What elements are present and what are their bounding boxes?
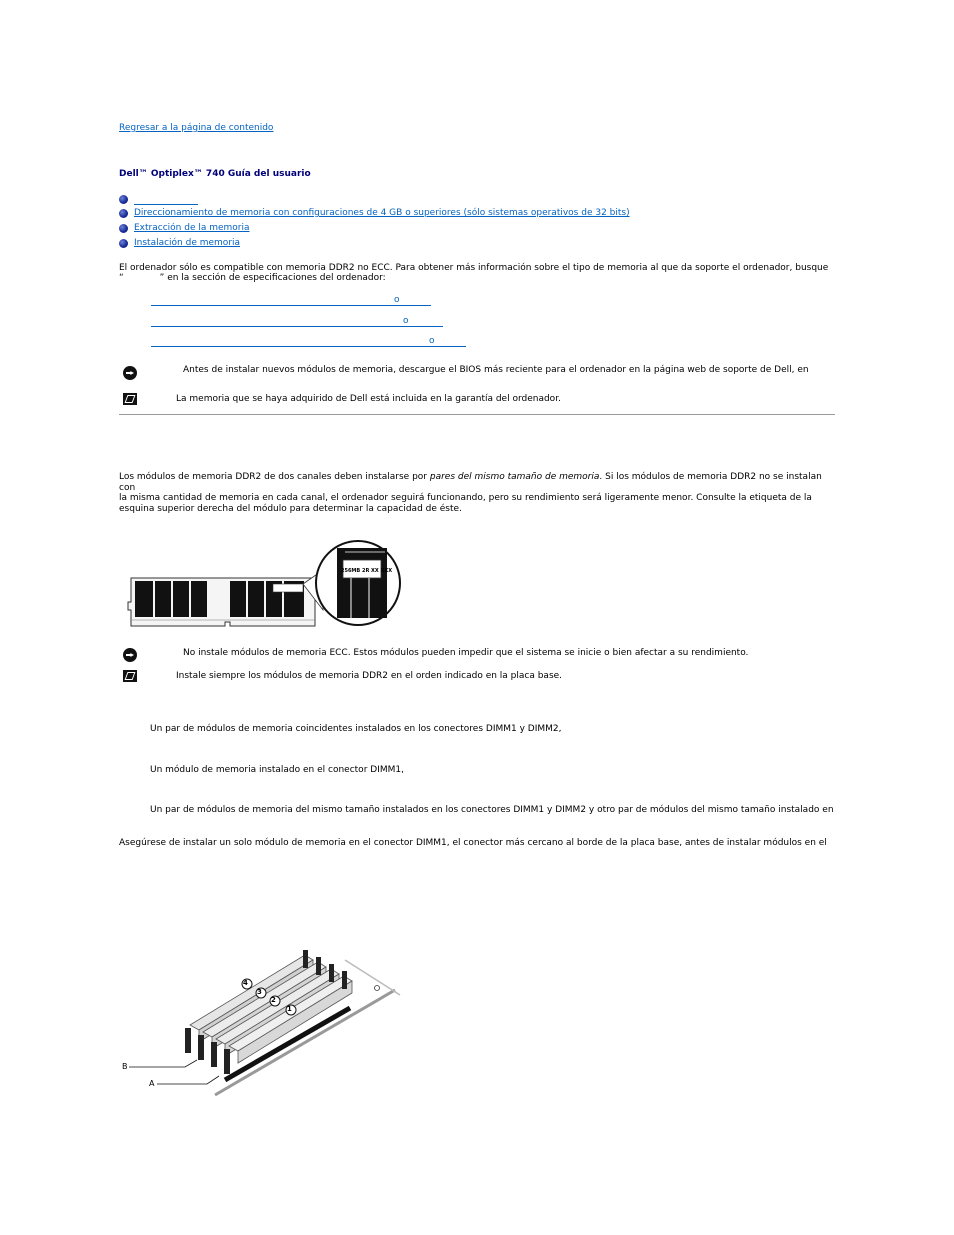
notice-icon [123,648,137,662]
intro-line-2 [119,273,386,283]
quote-close-text: ” en la sección de especificaciones del ordenador: [159,273,386,283]
intro-line-1: El ordenador sólo es compatible con memoria DDR2 no ECC. Para obtener más información sobre el tipo de memoria al que da soporte el ordenador, busque [119,263,829,273]
memory-chip [173,581,189,617]
spec-link[interactable]: o [394,295,400,305]
spec-link-underline [151,305,431,306]
slot-number-2: 2 [271,996,276,1004]
memory-chip [135,581,153,617]
callout-label-b: B [122,1062,128,1071]
bullet-icon [119,239,128,248]
memory-chip [155,581,171,617]
label-zoom-callout [316,541,400,625]
notice-text-ecc: No instale módulos de memoria ECC. Estos módulos pueden impedir que el sistema se inicie o bien afectar a su rendimiento. [183,648,749,658]
memory-module-figure [125,540,405,635]
config-item-3: Un par de módulos de memoria del mismo tamaño instalados en los conectores DIMM1 y DIMM2 y otro par de módulos del mismo tamaño instalado en [150,805,834,815]
memory-module [128,578,315,626]
spec-link-underline [151,326,443,327]
slot-number-3: 3 [257,988,262,996]
quote-open: “ [119,273,124,283]
callout-label-a: A [149,1079,155,1088]
spec-link[interactable]: o [429,336,435,346]
toc-link-underline [134,204,198,205]
toc-link-removing-memory[interactable]: Extracción de la memoria [134,223,250,233]
page-title: Dell™ Optiplex™ 740 Guía del usuario [119,169,311,179]
memory-chip [230,581,246,617]
memory-chip [248,581,264,617]
module-label-text: 256MB 2R XX XXX [341,568,393,574]
note-icon [123,393,137,405]
note-text-order: Instale siempre los módulos de memoria DDR2 en el orden indicado en la placa base. [176,671,563,681]
final-paragraph: Asegúrese de instalar un solo módulo de memoria en el conector DIMM1, el conector más cercano al borde de la placa base, antes de instalar módulos en el [119,838,827,848]
bullet-icon [119,209,128,218]
memory-chip [191,581,207,617]
slot-number-4: 4 [243,979,248,987]
toc-link-memory-addressing[interactable]: Direccionamiento de memoria con configuraciones de 4 GB o superiores (sólo sistemas operativos de 32 bits) [134,208,630,218]
slot-number-1: 1 [287,1005,292,1013]
config-item-1: Un par de módulos de memoria coincidentes instalados en los conectores DIMM1 y DIMM2, [150,724,562,734]
spec-link[interactable]: o [403,316,409,326]
section-paragraph: Los módulos de memoria DDR2 de dos canales deben instalarse por pares del mismo tamaño de memoria. Si los módulos de memoria DDR2 no se instalan con la misma cantidad de memoria en cada canal, el ordenador seguirá funcionando, pero su rendimiento será ligeramente menor. Consulte la etiqueta de la esquina superior derecha del módulo para determinar la capacidad de éste. [119,472,822,514]
dimm-connectors-figure [115,940,415,1110]
callout-lines [129,1060,219,1084]
spec-link-underline [151,346,466,347]
bullet-icon [119,224,128,233]
config-item-2: Un módulo de memoria instalado en el conector DIMM1, [150,765,404,775]
toc-link-installing-memory[interactable]: Instalación de memoria [134,238,241,248]
notice-text-bios: Antes de instalar nuevos módulos de memoria, descargue el BIOS más reciente para el ordenador en la página web de soporte de Dell, en [183,365,809,375]
note-text-warranty: La memoria que se haya adquirido de Dell está incluida en la garantía del ordenador. [176,394,561,404]
notice-icon [123,366,137,380]
note-icon [123,670,137,682]
bullet-icon [119,195,128,204]
toc-link-memory-overview[interactable] [134,194,198,204]
section-divider [119,414,835,415]
back-to-contents-link[interactable]: Regresar a la página de contenido [119,123,274,133]
module-label [273,584,303,592]
